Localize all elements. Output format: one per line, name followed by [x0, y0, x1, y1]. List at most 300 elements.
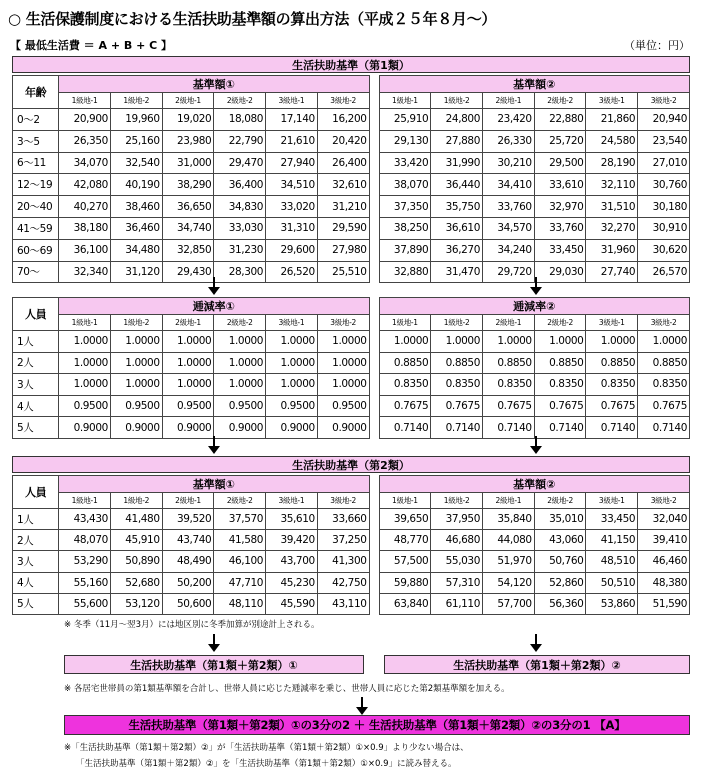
grade-header-cell: 1級地-1 — [379, 93, 431, 109]
value-cell: 0.9000 — [317, 417, 369, 439]
value-cell: 1.0000 — [110, 352, 162, 374]
value-cell: 0.9000 — [266, 417, 318, 439]
row-label: 12～19 — [13, 174, 59, 196]
value-cell: 0.7675 — [482, 395, 534, 417]
page-title: ○ 生活保護制度における生活扶助基準額の算出方法（平成２５年８月～） — [8, 10, 497, 28]
table-row — [13, 551, 690, 572]
row-label: 3人 — [13, 374, 59, 396]
table-row — [13, 174, 690, 196]
value-cell: 41,150 — [586, 530, 638, 551]
value-cell: 30,210 — [482, 152, 534, 174]
value-cell: 43,110 — [317, 593, 369, 614]
value-cell: 0.8850 — [534, 352, 586, 374]
table-row — [13, 395, 690, 417]
row-label: 70～ — [13, 261, 59, 283]
table-row — [13, 331, 690, 353]
value-cell: 0.8850 — [431, 352, 483, 374]
value-cell: 0.7140 — [586, 417, 638, 439]
value-cell: 1.0000 — [162, 352, 214, 374]
value-cell: 40,270 — [59, 196, 111, 218]
grade-header-cell: 3級地-1 — [266, 315, 318, 331]
table-row — [13, 109, 690, 131]
final-formula-box: 生活扶助基準（第1類＋第2類）①の3分の2 ＋ 生活扶助基準（第1類＋第2類）②の3分の1 【A】 — [64, 715, 690, 735]
value-cell: 37,890 — [379, 239, 431, 261]
grade-header-cell: 2級地-2 — [534, 315, 586, 331]
value-cell: 18,080 — [214, 109, 266, 131]
row-label: 41～59 — [13, 217, 59, 239]
value-cell: 46,680 — [431, 530, 483, 551]
value-cell: 47,710 — [214, 572, 266, 593]
value-cell: 31,470 — [431, 261, 483, 283]
value-cell: 39,410 — [638, 530, 690, 551]
value-cell: 1.0000 — [317, 352, 369, 374]
row-label: 1人 — [13, 509, 59, 530]
value-cell: 21,610 — [266, 130, 318, 152]
value-cell: 37,950 — [431, 509, 483, 530]
row-label: 1人 — [13, 331, 59, 353]
value-cell: 34,510 — [266, 174, 318, 196]
table-title-row — [13, 476, 690, 493]
value-cell: 25,910 — [379, 109, 431, 131]
value-cell: 31,000 — [162, 152, 214, 174]
value-cell: 27,740 — [586, 261, 638, 283]
value-cell: 1.0000 — [214, 331, 266, 353]
grade-header-cell: 1級地-2 — [110, 315, 162, 331]
sum-right-box: 生活扶助基準（第1類＋第2類）② — [384, 655, 690, 674]
section1-table — [12, 75, 690, 283]
value-cell: 51,590 — [638, 593, 690, 614]
value-cell: 20,900 — [59, 109, 111, 131]
down-arrow-icon — [530, 277, 542, 295]
value-cell: 53,860 — [586, 593, 638, 614]
value-cell: 0.7675 — [379, 395, 431, 417]
value-cell: 1.0000 — [214, 374, 266, 396]
right-block-title: 基準額② — [379, 476, 689, 493]
table-row — [13, 593, 690, 614]
value-cell: 0.9500 — [266, 395, 318, 417]
table-row — [13, 374, 690, 396]
row-label: 5人 — [13, 593, 59, 614]
value-cell: 38,070 — [379, 174, 431, 196]
value-cell: 34,830 — [214, 196, 266, 218]
value-cell: 31,120 — [110, 261, 162, 283]
row-label: 0～2 — [13, 109, 59, 131]
value-cell: 35,750 — [431, 196, 483, 218]
row-label: 3人 — [13, 551, 59, 572]
value-cell: 0.8850 — [482, 352, 534, 374]
left-block-title: 基準額① — [59, 76, 369, 93]
row-label: 4人 — [13, 395, 59, 417]
row-label: 6～11 — [13, 152, 59, 174]
value-cell: 31,990 — [431, 152, 483, 174]
column-gap — [369, 76, 379, 283]
grade-header-cell: 3級地-1 — [586, 493, 638, 509]
row-label: 5人 — [13, 417, 59, 439]
value-cell: 56,360 — [534, 593, 586, 614]
left-block-title: 逓減率① — [59, 298, 369, 315]
grade-header-row — [13, 493, 690, 509]
value-cell: 32,850 — [162, 239, 214, 261]
value-cell: 23,420 — [482, 109, 534, 131]
section3-header: 生活扶助基準（第2類） — [12, 456, 690, 473]
grade-header-cell: 2級地-2 — [214, 93, 266, 109]
value-cell: 27,940 — [266, 152, 318, 174]
down-arrow-icon — [356, 697, 368, 715]
value-cell: 29,600 — [266, 239, 318, 261]
sum-left-box: 生活扶助基準（第1類＋第2類）① — [64, 655, 364, 674]
unit-label: （単位：円） — [624, 39, 690, 52]
value-cell: 31,960 — [586, 239, 638, 261]
value-cell: 0.9000 — [110, 417, 162, 439]
value-cell: 61,110 — [431, 593, 483, 614]
value-cell: 0.7140 — [534, 417, 586, 439]
table-row — [13, 152, 690, 174]
value-cell: 1.0000 — [638, 331, 690, 353]
value-cell: 0.7675 — [586, 395, 638, 417]
value-cell: 0.7140 — [638, 417, 690, 439]
value-cell: 43,700 — [266, 551, 318, 572]
value-cell: 46,100 — [214, 551, 266, 572]
grade-header-cell: 1級地-1 — [59, 315, 111, 331]
value-cell: 48,770 — [379, 530, 431, 551]
table-row — [13, 217, 690, 239]
value-cell: 46,460 — [638, 551, 690, 572]
grade-header-cell: 3級地-2 — [317, 493, 369, 509]
value-cell: 43,060 — [534, 530, 586, 551]
grade-header-cell: 2級地-1 — [482, 93, 534, 109]
value-cell: 1.0000 — [59, 331, 111, 353]
value-cell: 0.8350 — [534, 374, 586, 396]
value-cell: 17,140 — [266, 109, 318, 131]
table-row — [13, 239, 690, 261]
value-cell: 1.0000 — [266, 352, 318, 374]
value-cell: 28,300 — [214, 261, 266, 283]
value-cell: 1.0000 — [110, 331, 162, 353]
table-row — [13, 196, 690, 218]
value-cell: 0.8350 — [431, 374, 483, 396]
down-arrow-icon — [530, 436, 542, 454]
value-cell: 44,080 — [482, 530, 534, 551]
value-cell: 36,400 — [214, 174, 266, 196]
value-cell: 32,540 — [110, 152, 162, 174]
value-cell: 33,020 — [266, 196, 318, 218]
value-cell: 19,020 — [162, 109, 214, 131]
value-cell: 52,860 — [534, 572, 586, 593]
value-cell: 25,160 — [110, 130, 162, 152]
value-cell: 38,250 — [379, 217, 431, 239]
grade-header-cell: 2級地-1 — [162, 493, 214, 509]
value-cell: 39,650 — [379, 509, 431, 530]
sum-note: ※ 各居宅世帯員の第1類基準額を合計し、世帯人員に応じた逓減率を乗じ、世帯人員に応じた第2類基準額を加える。 — [64, 684, 510, 694]
value-cell: 1.0000 — [214, 352, 266, 374]
section2-table — [12, 297, 690, 439]
grade-header-cell: 3級地-2 — [317, 315, 369, 331]
grade-header-cell: 2級地-2 — [534, 93, 586, 109]
down-arrow-icon — [208, 277, 220, 295]
grade-header-cell: 2級地-1 — [162, 93, 214, 109]
row-label: 4人 — [13, 572, 59, 593]
grade-header-cell: 1級地-2 — [431, 493, 483, 509]
value-cell: 35,840 — [482, 509, 534, 530]
value-cell: 1.0000 — [586, 331, 638, 353]
value-cell: 0.8850 — [379, 352, 431, 374]
value-cell: 26,400 — [317, 152, 369, 174]
value-cell: 36,610 — [431, 217, 483, 239]
grade-header-cell: 2級地-2 — [534, 493, 586, 509]
value-cell: 55,600 — [59, 593, 111, 614]
value-cell: 57,700 — [482, 593, 534, 614]
value-cell: 38,460 — [110, 196, 162, 218]
down-arrow-icon — [208, 436, 220, 454]
grade-header-cell: 2級地-1 — [482, 493, 534, 509]
row-header-label: 年齢 — [13, 76, 59, 109]
value-cell: 16,200 — [317, 109, 369, 131]
value-cell: 38,180 — [59, 217, 111, 239]
value-cell: 33,760 — [534, 217, 586, 239]
row-label: 3～5 — [13, 130, 59, 152]
final-note-1: ※「生活扶助基準（第1類＋第2類）②」が「生活扶助基準（第1類＋第2類）①×0.9」より少ない場合は、 — [64, 743, 469, 753]
value-cell: 1.0000 — [162, 331, 214, 353]
grade-header-cell: 1級地-2 — [431, 315, 483, 331]
value-cell: 26,520 — [266, 261, 318, 283]
value-cell: 37,250 — [317, 530, 369, 551]
value-cell: 0.9500 — [110, 395, 162, 417]
row-label: 2人 — [13, 352, 59, 374]
value-cell: 48,490 — [162, 551, 214, 572]
table-title-row — [13, 76, 690, 93]
value-cell: 0.7675 — [431, 395, 483, 417]
value-cell: 36,650 — [162, 196, 214, 218]
value-cell: 55,030 — [431, 551, 483, 572]
column-gap — [369, 476, 379, 615]
value-cell: 29,470 — [214, 152, 266, 174]
value-cell: 24,580 — [586, 130, 638, 152]
value-cell: 59,880 — [379, 572, 431, 593]
grade-header-cell: 3級地-1 — [586, 93, 638, 109]
down-arrow-icon — [530, 634, 542, 652]
value-cell: 32,880 — [379, 261, 431, 283]
value-cell: 0.9500 — [214, 395, 266, 417]
value-cell: 0.9500 — [162, 395, 214, 417]
value-cell: 51,970 — [482, 551, 534, 572]
table-row — [13, 417, 690, 439]
value-cell: 26,570 — [638, 261, 690, 283]
value-cell: 36,460 — [110, 217, 162, 239]
value-cell: 0.9500 — [317, 395, 369, 417]
grade-header-cell: 1級地-2 — [110, 493, 162, 509]
value-cell: 50,200 — [162, 572, 214, 593]
value-cell: 32,110 — [586, 174, 638, 196]
grade-header-row — [13, 93, 690, 109]
value-cell: 1.0000 — [59, 352, 111, 374]
value-cell: 29,500 — [534, 152, 586, 174]
grade-header-cell: 3級地-1 — [266, 493, 318, 509]
value-cell: 0.8350 — [379, 374, 431, 396]
down-arrow-icon — [208, 634, 220, 652]
value-cell: 32,040 — [638, 509, 690, 530]
value-cell: 37,570 — [214, 509, 266, 530]
value-cell: 21,860 — [586, 109, 638, 131]
formula-label: 【 最低生活費 ＝ A + B + C 】 — [10, 39, 173, 52]
value-cell: 57,310 — [431, 572, 483, 593]
value-cell: 0.8350 — [482, 374, 534, 396]
grade-header-cell: 3級地-1 — [586, 315, 638, 331]
value-cell: 31,230 — [214, 239, 266, 261]
table-title-row — [13, 298, 690, 315]
grade-header-cell: 3級地-2 — [317, 93, 369, 109]
grade-header-cell: 1級地-2 — [431, 93, 483, 109]
value-cell: 0.8850 — [586, 352, 638, 374]
value-cell: 0.7140 — [431, 417, 483, 439]
value-cell: 54,120 — [482, 572, 534, 593]
final-note-2: 「生活扶助基準（第1類＋第2類）②」を「生活扶助基準（第1類＋第2類）①×0.9」に読み替える。 — [76, 759, 457, 769]
value-cell: 33,760 — [482, 196, 534, 218]
value-cell: 31,510 — [586, 196, 638, 218]
value-cell: 48,380 — [638, 572, 690, 593]
value-cell: 32,340 — [59, 261, 111, 283]
grade-header-cell: 3級地-2 — [638, 93, 690, 109]
value-cell: 20,420 — [317, 130, 369, 152]
value-cell: 55,160 — [59, 572, 111, 593]
left-block-title: 基準額① — [59, 476, 369, 493]
value-cell: 32,270 — [586, 217, 638, 239]
value-cell: 31,210 — [317, 196, 369, 218]
value-cell: 30,910 — [638, 217, 690, 239]
grade-header-cell: 2級地-2 — [214, 493, 266, 509]
value-cell: 0.9000 — [59, 417, 111, 439]
value-cell: 1.0000 — [162, 374, 214, 396]
value-cell: 43,740 — [162, 530, 214, 551]
grade-header-row — [13, 315, 690, 331]
column-gap — [369, 298, 379, 439]
value-cell: 33,030 — [214, 217, 266, 239]
row-label: 2人 — [13, 530, 59, 551]
value-cell: 0.9500 — [59, 395, 111, 417]
value-cell: 50,510 — [586, 572, 638, 593]
value-cell: 39,520 — [162, 509, 214, 530]
value-cell: 34,740 — [162, 217, 214, 239]
value-cell: 50,760 — [534, 551, 586, 572]
value-cell: 29,590 — [317, 217, 369, 239]
value-cell: 48,110 — [214, 593, 266, 614]
value-cell: 57,500 — [379, 551, 431, 572]
row-label: 60～69 — [13, 239, 59, 261]
value-cell: 45,590 — [266, 593, 318, 614]
value-cell: 26,350 — [59, 130, 111, 152]
value-cell: 34,070 — [59, 152, 111, 174]
value-cell: 0.7140 — [482, 417, 534, 439]
value-cell: 0.9000 — [162, 417, 214, 439]
value-cell: 34,480 — [110, 239, 162, 261]
value-cell: 36,440 — [431, 174, 483, 196]
value-cell: 24,800 — [431, 109, 483, 131]
row-header-label: 人員 — [13, 298, 59, 331]
value-cell: 39,420 — [266, 530, 318, 551]
table-row — [13, 509, 690, 530]
table-row — [13, 261, 690, 283]
grade-header-cell: 2級地-2 — [214, 315, 266, 331]
value-cell: 48,070 — [59, 530, 111, 551]
grade-header-cell: 1級地-1 — [379, 493, 431, 509]
grade-header-cell: 3級地-2 — [638, 493, 690, 509]
value-cell: 45,230 — [266, 572, 318, 593]
grade-header-cell: 2級地-1 — [482, 315, 534, 331]
row-label: 20～40 — [13, 196, 59, 218]
value-cell: 32,610 — [317, 174, 369, 196]
value-cell: 31,310 — [266, 217, 318, 239]
value-cell: 22,790 — [214, 130, 266, 152]
table-row — [13, 130, 690, 152]
grade-header-cell: 1級地-1 — [379, 315, 431, 331]
value-cell: 34,240 — [482, 239, 534, 261]
value-cell: 27,010 — [638, 152, 690, 174]
right-block-title: 逓減率② — [379, 298, 689, 315]
value-cell: 30,620 — [638, 239, 690, 261]
value-cell: 27,980 — [317, 239, 369, 261]
value-cell: 0.9000 — [214, 417, 266, 439]
value-cell: 36,270 — [431, 239, 483, 261]
value-cell: 43,430 — [59, 509, 111, 530]
value-cell: 29,720 — [482, 261, 534, 283]
value-cell: 1.0000 — [266, 331, 318, 353]
value-cell: 1.0000 — [110, 374, 162, 396]
value-cell: 20,940 — [638, 109, 690, 131]
value-cell: 41,580 — [214, 530, 266, 551]
value-cell: 32,970 — [534, 196, 586, 218]
value-cell: 29,130 — [379, 130, 431, 152]
value-cell: 48,510 — [586, 551, 638, 572]
grade-header-cell: 3級地-2 — [638, 315, 690, 331]
value-cell: 1.0000 — [379, 331, 431, 353]
value-cell: 27,880 — [431, 130, 483, 152]
value-cell: 0.8350 — [638, 374, 690, 396]
value-cell: 0.7675 — [534, 395, 586, 417]
section3-table — [12, 475, 690, 615]
value-cell: 1.0000 — [431, 331, 483, 353]
table-row — [13, 572, 690, 593]
value-cell: 0.7140 — [379, 417, 431, 439]
table-row — [13, 352, 690, 374]
value-cell: 37,350 — [379, 196, 431, 218]
grade-header-cell: 2級地-1 — [162, 315, 214, 331]
row-header-label: 人員 — [13, 476, 59, 509]
grade-header-cell: 1級地-2 — [110, 93, 162, 109]
value-cell: 29,430 — [162, 261, 214, 283]
value-cell: 25,720 — [534, 130, 586, 152]
value-cell: 30,760 — [638, 174, 690, 196]
value-cell: 53,290 — [59, 551, 111, 572]
value-cell: 33,450 — [586, 509, 638, 530]
value-cell: 42,750 — [317, 572, 369, 593]
value-cell: 33,420 — [379, 152, 431, 174]
value-cell: 33,450 — [534, 239, 586, 261]
value-cell: 50,600 — [162, 593, 214, 614]
value-cell: 22,880 — [534, 109, 586, 131]
value-cell: 33,660 — [317, 509, 369, 530]
value-cell: 0.8350 — [586, 374, 638, 396]
value-cell: 1.0000 — [534, 331, 586, 353]
value-cell: 34,410 — [482, 174, 534, 196]
value-cell: 29,030 — [534, 261, 586, 283]
value-cell: 35,610 — [266, 509, 318, 530]
value-cell: 1.0000 — [266, 374, 318, 396]
value-cell: 41,480 — [110, 509, 162, 530]
value-cell: 33,610 — [534, 174, 586, 196]
value-cell: 42,080 — [59, 174, 111, 196]
value-cell: 28,190 — [586, 152, 638, 174]
value-cell: 19,960 — [110, 109, 162, 131]
grade-header-cell: 1級地-1 — [59, 493, 111, 509]
